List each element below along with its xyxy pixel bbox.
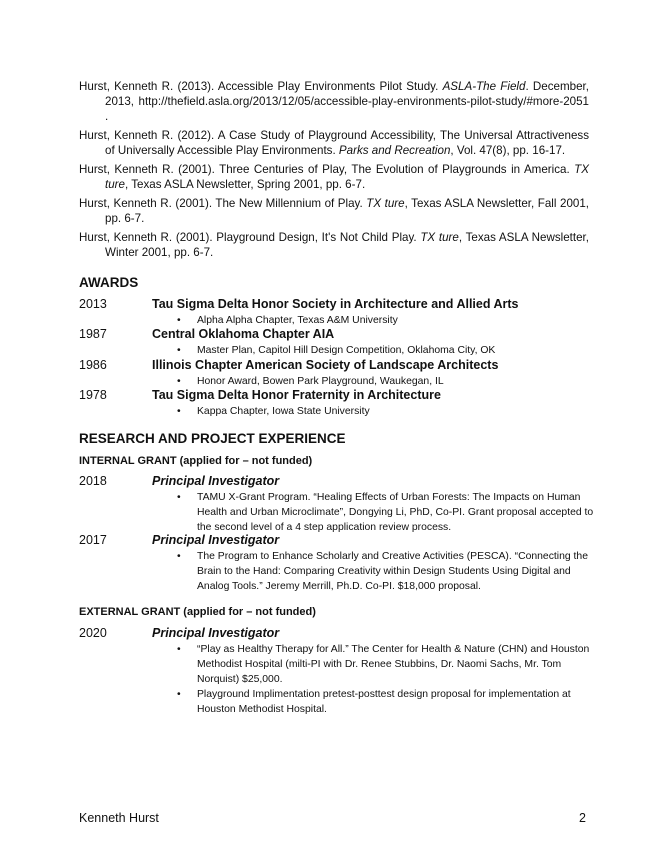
grant-item	[79, 533, 599, 592]
award-item	[79, 297, 599, 326]
grant-role: Principal Investigator	[152, 474, 280, 488]
awards-heading: AWARDS	[79, 275, 139, 290]
grant-role: Principal Investigator	[152, 626, 280, 640]
publication-list	[79, 79, 589, 264]
award-year: 1978	[79, 388, 107, 402]
publication-entry: Hurst, Kenneth R. (2013). Accessible Play Environments Pilot Study. ASLA-The Field. December, 2013, http://thefield.asla.org/2013/12/05/accessible-play-environments-pilot-study/#more-2051 .	[79, 80, 589, 123]
award-year: 1987	[79, 327, 107, 341]
award-title: Central Oklahoma Chapter AIA	[152, 327, 335, 341]
grant-year: 2020	[79, 626, 107, 640]
grant-detail: • TAMU X-Grant Program. “Healing Effects of Urban Forests: The Impacts on Human Health and Urban Microclimate”, Dongying Li, PhD, Co-PI. Grant proposal accepted to the second level of a 4 step application review process.	[177, 492, 594, 533]
award-title: Tau Sigma Delta Honor Society in Architecture and Allied Arts	[152, 297, 519, 311]
award-year: 1986	[79, 358, 107, 372]
page-number: 2	[579, 811, 586, 825]
award-item	[79, 388, 599, 417]
publication-entry: Hurst, Kenneth R. (2001). Playground Design, It's Not Child Play. TX ture, Texas ASLA Newsletter, Winter 2001, pp. 6-7.	[79, 231, 589, 259]
award-detail: • Master Plan, Capitol Hill Design Competition, Oklahoma City, OK	[177, 345, 496, 356]
award-year: 2013	[79, 297, 107, 311]
grant-item	[79, 626, 599, 715]
award-title: Illinois Chapter American Society of Landscape Architects	[152, 358, 499, 372]
research-heading: RESEARCH AND PROJECT EXPERIENCE	[79, 431, 346, 446]
grant-detail: • “Play as Healthy Therapy for All.” The Center for Health & Nature (CHN) and Houston Methodist Hospital (milti-PI with Dr. Renee Stubbins, Dr. Naomi Sachs, Mr. Tom Norquist) $25,000.	[177, 644, 590, 685]
publication-entry: Hurst, Kenneth R. (2001). The New Millennium of Play. TX ture, Texas ASLA Newsletter, Fall 2001, pp. 6-7.	[79, 197, 590, 225]
grant-year: 2018	[79, 474, 107, 488]
publication-entry: Hurst, Kenneth R. (2001). Three Centuries of Play, The Evolution of Playgrounds in America. TX ture, Texas ASLA Newsletter, Spring 2001, pp. 6-7.	[79, 163, 589, 191]
award-item	[79, 358, 599, 387]
award-detail: • Kappa Chapter, Iowa State University	[177, 406, 370, 417]
grant-role: Principal Investigator	[152, 533, 280, 547]
publication-entry: Hurst, Kenneth R. (2012). A Case Study of Playground Accessibility, The Universal Attractiveness of Universally Accessible Play Environments. Parks and Recreation, Vol. 47(8), pp. 16-17.	[79, 129, 589, 157]
external-grant-heading: EXTERNAL GRANT (applied for – not funded)	[79, 606, 316, 618]
grant-item	[79, 474, 599, 533]
grant-detail: • Playground Implimentation pretest-posttest design proposal for implementation at Houston Methodist Hospital.	[177, 689, 571, 715]
internal-grant-heading: INTERNAL GRANT (applied for – not funded)	[79, 455, 313, 467]
award-detail: • Alpha Alpha Chapter, Texas A&M University	[177, 315, 398, 326]
grant-year: 2017	[79, 533, 107, 547]
award-detail: • Honor Award, Bowen Park Playground, Waukegan, IL	[177, 376, 444, 387]
footer-name: Kenneth Hurst	[79, 811, 159, 825]
award-item	[79, 327, 599, 356]
award-title: Tau Sigma Delta Honor Fraternity in Architecture	[152, 388, 441, 402]
grant-detail: • The Program to Enhance Scholarly and Creative Activities (PESCA). “Connecting the Brain to the Hand: Comparing Creativity within Design Students Using Digital and Analog Tools.” Jeremy Merrill, Ph.D. Co-PI. $18,000 proposal.	[177, 551, 588, 592]
